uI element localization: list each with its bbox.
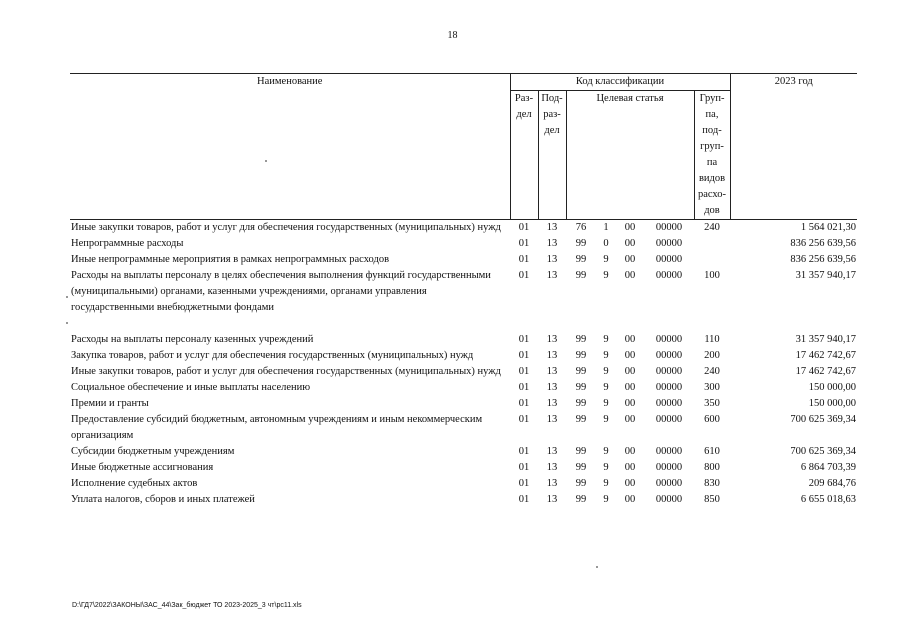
table-body xyxy=(70,220,857,509)
spacer-cell xyxy=(70,316,857,332)
row-target-main-event: 00 xyxy=(624,446,636,457)
row-name: Исполнение судебных актов xyxy=(71,478,198,489)
header-year: 2023 год xyxy=(730,74,857,220)
budget-table xyxy=(70,73,857,508)
table-row xyxy=(70,348,857,364)
row-target-subprogram: 0 xyxy=(603,238,609,249)
row-target-main-event: 00 xyxy=(624,350,636,361)
row-razdel: 01 xyxy=(518,446,530,457)
row-target-main-event: 00 xyxy=(624,494,636,505)
row-razdel: 01 xyxy=(518,254,530,265)
table-row xyxy=(70,460,857,476)
row-razdel: 01 xyxy=(518,366,530,377)
row-name: Премии и гранты xyxy=(71,398,149,409)
header-celevaya: Целевая статья xyxy=(566,91,694,220)
row-target-subprogram: 9 xyxy=(603,366,609,377)
row-target-subprogram: 9 xyxy=(603,398,609,409)
row-expense-type: 300 xyxy=(704,382,720,393)
row-name: Закупка товаров, работ и услуг для обеспечения государственных (муниципальных) нужд xyxy=(71,350,474,361)
row-target-subprogram: 9 xyxy=(603,414,609,425)
page-number: 18 xyxy=(447,30,458,41)
row-razdel: 01 xyxy=(518,494,530,505)
header-classification: Код классификации xyxy=(510,74,730,91)
row-target-main-event: 00 xyxy=(624,478,636,489)
row-razdel: 01 xyxy=(518,398,530,409)
row-target-program: 99 xyxy=(575,382,587,393)
row-target-subprogram: 9 xyxy=(603,350,609,361)
row-target-subprogram: 1 xyxy=(603,222,609,233)
row-name: Уплата налогов, сборов и иных платежей xyxy=(71,494,255,505)
row-podrazdel: 13 xyxy=(546,270,558,281)
table-row xyxy=(70,444,857,460)
row-name: Иные закупки товаров, работ и услуг для обеспечения государственных (муниципальных) нужд xyxy=(71,366,501,377)
table-row xyxy=(70,236,857,252)
row-target-program: 99 xyxy=(575,334,587,345)
scan-speck xyxy=(596,566,598,568)
row-razdel: 01 xyxy=(518,414,530,425)
row-name: Расходы на выплаты персоналу в целях обеспечения выполнения функций государственными (муниципальными) органами, казенными учреждениями, органами управления государственными внебюджетными фондами xyxy=(71,270,491,313)
row-target-main-event: 00 xyxy=(624,398,636,409)
row-amount: 700 625 369,34 xyxy=(790,414,857,425)
row-name: Расходы на выплаты персоналу казенных учреждений xyxy=(71,334,314,345)
row-podrazdel: 13 xyxy=(546,478,558,489)
table-row xyxy=(70,252,857,268)
row-amount: 150 000,00 xyxy=(808,398,857,409)
row-podrazdel: 13 xyxy=(546,494,558,505)
row-target-program: 76 xyxy=(575,222,587,233)
row-target-direction: 00000 xyxy=(655,222,683,233)
row-expense-type: 240 xyxy=(704,366,720,377)
row-podrazdel: 13 xyxy=(546,366,558,377)
row-expense-type: 610 xyxy=(704,446,720,457)
row-target-main-event: 00 xyxy=(624,270,636,281)
row-podrazdel: 13 xyxy=(546,222,558,233)
row-target-main-event: 00 xyxy=(624,254,636,265)
table-row xyxy=(70,364,857,380)
row-target-main-event: 00 xyxy=(624,366,636,377)
row-target-subprogram: 9 xyxy=(603,462,609,473)
footer-file-path: D:\ГД7\2022\ЗАКОНЫ\ЗАС_44\Зак_бюджет ТО 2023-2025_3 чт\рс11.xls xyxy=(72,602,302,609)
row-podrazdel: 13 xyxy=(546,350,558,361)
table-row xyxy=(70,412,857,444)
row-target-direction: 00000 xyxy=(655,238,683,249)
row-name: Иные непрограммные мероприятия в рамках непрограммных расходов xyxy=(71,254,390,265)
row-target-direction: 00000 xyxy=(655,462,683,473)
row-amount: 6 864 703,39 xyxy=(800,462,857,473)
row-razdel: 01 xyxy=(518,222,530,233)
row-expense-type: 850 xyxy=(704,494,720,505)
row-razdel: 01 xyxy=(518,382,530,393)
row-podrazdel: 13 xyxy=(546,414,558,425)
row-podrazdel: 13 xyxy=(546,254,558,265)
row-expense-type: 800 xyxy=(704,462,720,473)
row-expense-type: 240 xyxy=(704,222,720,233)
row-target-direction: 00000 xyxy=(655,398,683,409)
table-row xyxy=(70,380,857,396)
row-podrazdel: 13 xyxy=(546,334,558,345)
row-target-program: 99 xyxy=(575,270,587,281)
row-target-program: 99 xyxy=(575,414,587,425)
table-row xyxy=(70,268,857,316)
row-podrazdel: 13 xyxy=(546,462,558,473)
row-podrazdel: 13 xyxy=(546,398,558,409)
row-razdel: 01 xyxy=(518,462,530,473)
header-name: Наименование xyxy=(70,74,510,220)
row-expense-type: 830 xyxy=(704,478,720,489)
row-target-main-event: 00 xyxy=(624,334,636,345)
scan-speck xyxy=(265,160,267,162)
row-expense-type: 350 xyxy=(704,398,720,409)
row-name: Непрограммные расходы xyxy=(71,238,184,249)
row-target-program: 99 xyxy=(575,478,587,489)
row-target-program: 99 xyxy=(575,366,587,377)
row-target-main-event: 00 xyxy=(624,414,636,425)
row-expense-type: 100 xyxy=(704,270,720,281)
table-row xyxy=(70,476,857,492)
row-razdel: 01 xyxy=(518,270,530,281)
row-name: Иные закупки товаров, работ и услуг для обеспечения государственных (муниципальных) нужд xyxy=(71,222,501,233)
row-target-program: 99 xyxy=(575,494,587,505)
row-amount: 1 564 021,30 xyxy=(800,222,857,233)
row-amount: 31 357 940,17 xyxy=(795,270,857,281)
row-target-direction: 00000 xyxy=(655,254,683,265)
row-podrazdel: 13 xyxy=(546,446,558,457)
row-razdel: 01 xyxy=(518,238,530,249)
row-target-subprogram: 9 xyxy=(603,270,609,281)
row-target-direction: 00000 xyxy=(655,382,683,393)
header-razdel: Раз-дел xyxy=(510,91,538,220)
row-expense-type xyxy=(694,236,730,252)
row-amount: 836 256 639,56 xyxy=(790,254,857,265)
header-podrazdel: Под-раз-дел xyxy=(538,91,566,220)
scan-speck xyxy=(66,296,68,298)
row-target-main-event: 00 xyxy=(624,382,636,393)
row-target-direction: 00000 xyxy=(655,478,683,489)
row-razdel: 01 xyxy=(518,334,530,345)
row-podrazdel: 13 xyxy=(546,238,558,249)
row-target-main-event: 00 xyxy=(624,222,636,233)
row-target-main-event: 00 xyxy=(624,238,636,249)
row-target-program: 99 xyxy=(575,446,587,457)
row-target-subprogram: 9 xyxy=(603,446,609,457)
row-name: Иные бюджетные ассигнования xyxy=(71,462,214,473)
row-expense-type xyxy=(694,252,730,268)
row-target-program: 99 xyxy=(575,350,587,361)
row-razdel: 01 xyxy=(518,350,530,361)
row-target-direction: 00000 xyxy=(655,366,683,377)
row-amount: 836 256 639,56 xyxy=(790,238,857,249)
table-row xyxy=(70,332,857,348)
table-row xyxy=(70,492,857,508)
row-target-program: 99 xyxy=(575,398,587,409)
row-target-subprogram: 9 xyxy=(603,494,609,505)
row-podrazdel: 13 xyxy=(546,382,558,393)
row-target-direction: 00000 xyxy=(655,446,683,457)
row-target-program: 99 xyxy=(575,462,587,473)
table-row xyxy=(70,396,857,412)
row-target-program: 99 xyxy=(575,254,587,265)
row-target-direction: 00000 xyxy=(655,350,683,361)
table-row xyxy=(70,220,857,237)
spacer-row xyxy=(70,316,857,332)
row-amount: 17 462 742,67 xyxy=(795,350,857,361)
row-expense-type: 110 xyxy=(704,334,720,345)
header-gruppa: Груп-па, под-груп-па видов расхо-дов xyxy=(694,91,730,220)
row-expense-type: 600 xyxy=(704,414,720,425)
row-amount: 31 357 940,17 xyxy=(795,334,857,345)
row-target-direction: 00000 xyxy=(655,334,683,345)
row-target-subprogram: 9 xyxy=(603,478,609,489)
scan-speck xyxy=(66,322,68,324)
row-amount: 17 462 742,67 xyxy=(795,366,857,377)
row-name: Предоставление субсидий бюджетным, автономным учреждениям и иным некоммерческим организациям xyxy=(71,414,483,441)
row-target-subprogram: 9 xyxy=(603,382,609,393)
row-amount: 209 684,76 xyxy=(808,478,857,489)
row-target-program: 99 xyxy=(575,238,587,249)
row-target-direction: 00000 xyxy=(655,414,683,425)
row-target-subprogram: 9 xyxy=(603,334,609,345)
row-razdel: 01 xyxy=(518,478,530,489)
row-target-direction: 00000 xyxy=(655,494,683,505)
row-amount: 700 625 369,34 xyxy=(790,446,857,457)
row-amount: 6 655 018,63 xyxy=(800,494,857,505)
row-name: Субсидии бюджетным учреждениям xyxy=(71,446,235,457)
row-expense-type: 200 xyxy=(704,350,720,361)
row-target-main-event: 00 xyxy=(624,462,636,473)
row-name: Социальное обеспечение и иные выплаты населению xyxy=(71,382,311,393)
row-target-direction: 00000 xyxy=(655,270,683,281)
row-target-subprogram: 9 xyxy=(603,254,609,265)
row-amount: 150 000,00 xyxy=(808,382,857,393)
